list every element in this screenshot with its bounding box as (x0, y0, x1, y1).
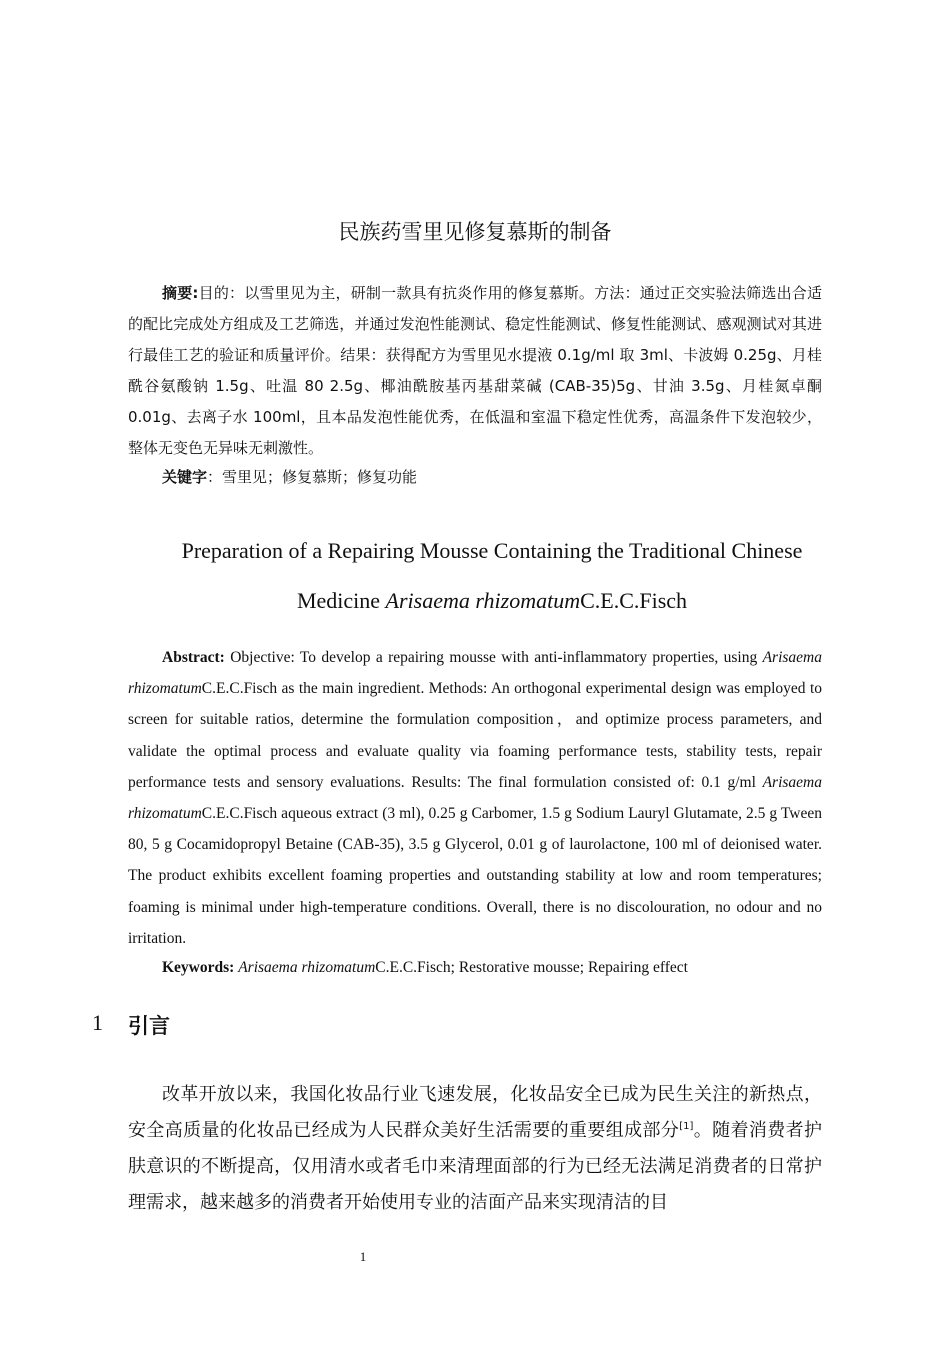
english-title-line2 (150, 576, 834, 626)
chinese-keywords-text: ：雪里见；修复慕斯；修复功能 (207, 468, 418, 486)
english-abstract-species2: Arisaema rhizomatum (128, 773, 822, 823)
english-title-species: Arisaema rhizomatum (385, 588, 581, 613)
citation-ref[interactable]: [1] (679, 1121, 694, 1132)
english-abstract-label: Abstract: (162, 649, 225, 666)
english-keywords-species: Arisaema rhizomatum (238, 959, 376, 976)
english-abstract-part2: C.E.C.Fisch as the main ingredient. Methods: An orthogonal experimental design was employed to screen for suitable ratios, determine the formulation composition，and optimize process parameters, and validate the optimal process and evaluate quality via foaming performance tests, stability tests, repair performance tests and sensory evaluations. Results: The final formulation consisted of: 0.1 g/ml (128, 680, 822, 791)
chinese-keywords (128, 464, 822, 490)
intro-text-after: 。随着消费者护肤意识的不断提高，仅用清水或者毛巾来清理面部的行为已经无法满足消费者的日常护理需求，越来越多的消费者开始使用专业的洁面产品来实现清洁的目 (128, 1120, 823, 1213)
page-number: 1 (359, 1249, 367, 1264)
intro-paragraph (128, 1077, 822, 1221)
english-abstract (128, 642, 822, 954)
english-abstract-part1: Objective: To develop a repairing mousse with anti-inflammatory properties, using (224, 649, 763, 666)
section-title: 引言 (128, 1014, 170, 1038)
english-title-suffix: C.E.C.Fisch (580, 588, 688, 613)
chinese-abstract-text: 目的：以雪里见为主，研制一款具有抗炎作用的修复慕斯。方法：通过正交实验法筛选出合适的配比完成处方组成及工艺筛选，并通过发泡性能测试、稳定性能测试、修复性能测试、感观测试对其进行最佳工艺的验证和质量评价。结果：获得配方为雪里见水提液 0.1g/ml 取 3ml、卡波姆 0.25g、月桂酰谷氨酸钠 1.5g、吐温 80 2.5g、椰油酰胺基丙基甜菜碱 (CAB-35)5g、甘油 3.5g、月桂氮卓酮 0.01g、去离子水 100ml，且本品发泡性能优秀，在低温和室温下稳定性优秀，高温条件下发泡较少，整体无变色无异味无刺激性。 (128, 284, 822, 457)
english-abstract-species1: Arisaema rhizomatum (128, 649, 822, 698)
english-title (150, 526, 834, 626)
english-title-line1: Preparation of a Repairing Mousse Containing the Traditional Chinese (181, 538, 803, 563)
english-keywords-label: Keywords: (162, 959, 235, 976)
english-keywords (128, 956, 822, 980)
chinese-abstract (128, 278, 822, 464)
chinese-abstract-label: 摘要: (162, 284, 199, 302)
chinese-title: 民族药雪里见修复慕斯的制备 (338, 220, 612, 244)
english-abstract-part3: C.E.C.Fisch aqueous extract (3 ml), 0.25 g Carbomer, 1.5 g Sodium Lauryl Glutamate, 2.5 g Tween 80, 5 g Cocamidopropyl Betaine (CAB-35), 3.5 g Glycerol, 0.01 g of laurolactone, 100 ml of deionised water. The product exhibits excellent foaming properties and outstanding stability at low and room temperatures; foaming is minimal under high-temperature conditions. Overall, there is no discolouration, no odour and no irritation. (128, 805, 822, 947)
chinese-keywords-label: 关键字 (162, 468, 208, 486)
english-keywords-rest: C.E.C.Fisch; Restorative mousse; Repairing effect (375, 959, 688, 976)
english-title-prefix: Medicine (296, 588, 386, 613)
intro-text-before: 改革开放以来，我国化妆品行业飞速发展，化妆品安全已成为民生关注的新热点，安全高质量的化妆品已经成为人民群众美好生活需要的重要组成部分 (128, 1084, 822, 1141)
section-number: 1 (92, 1010, 103, 1035)
